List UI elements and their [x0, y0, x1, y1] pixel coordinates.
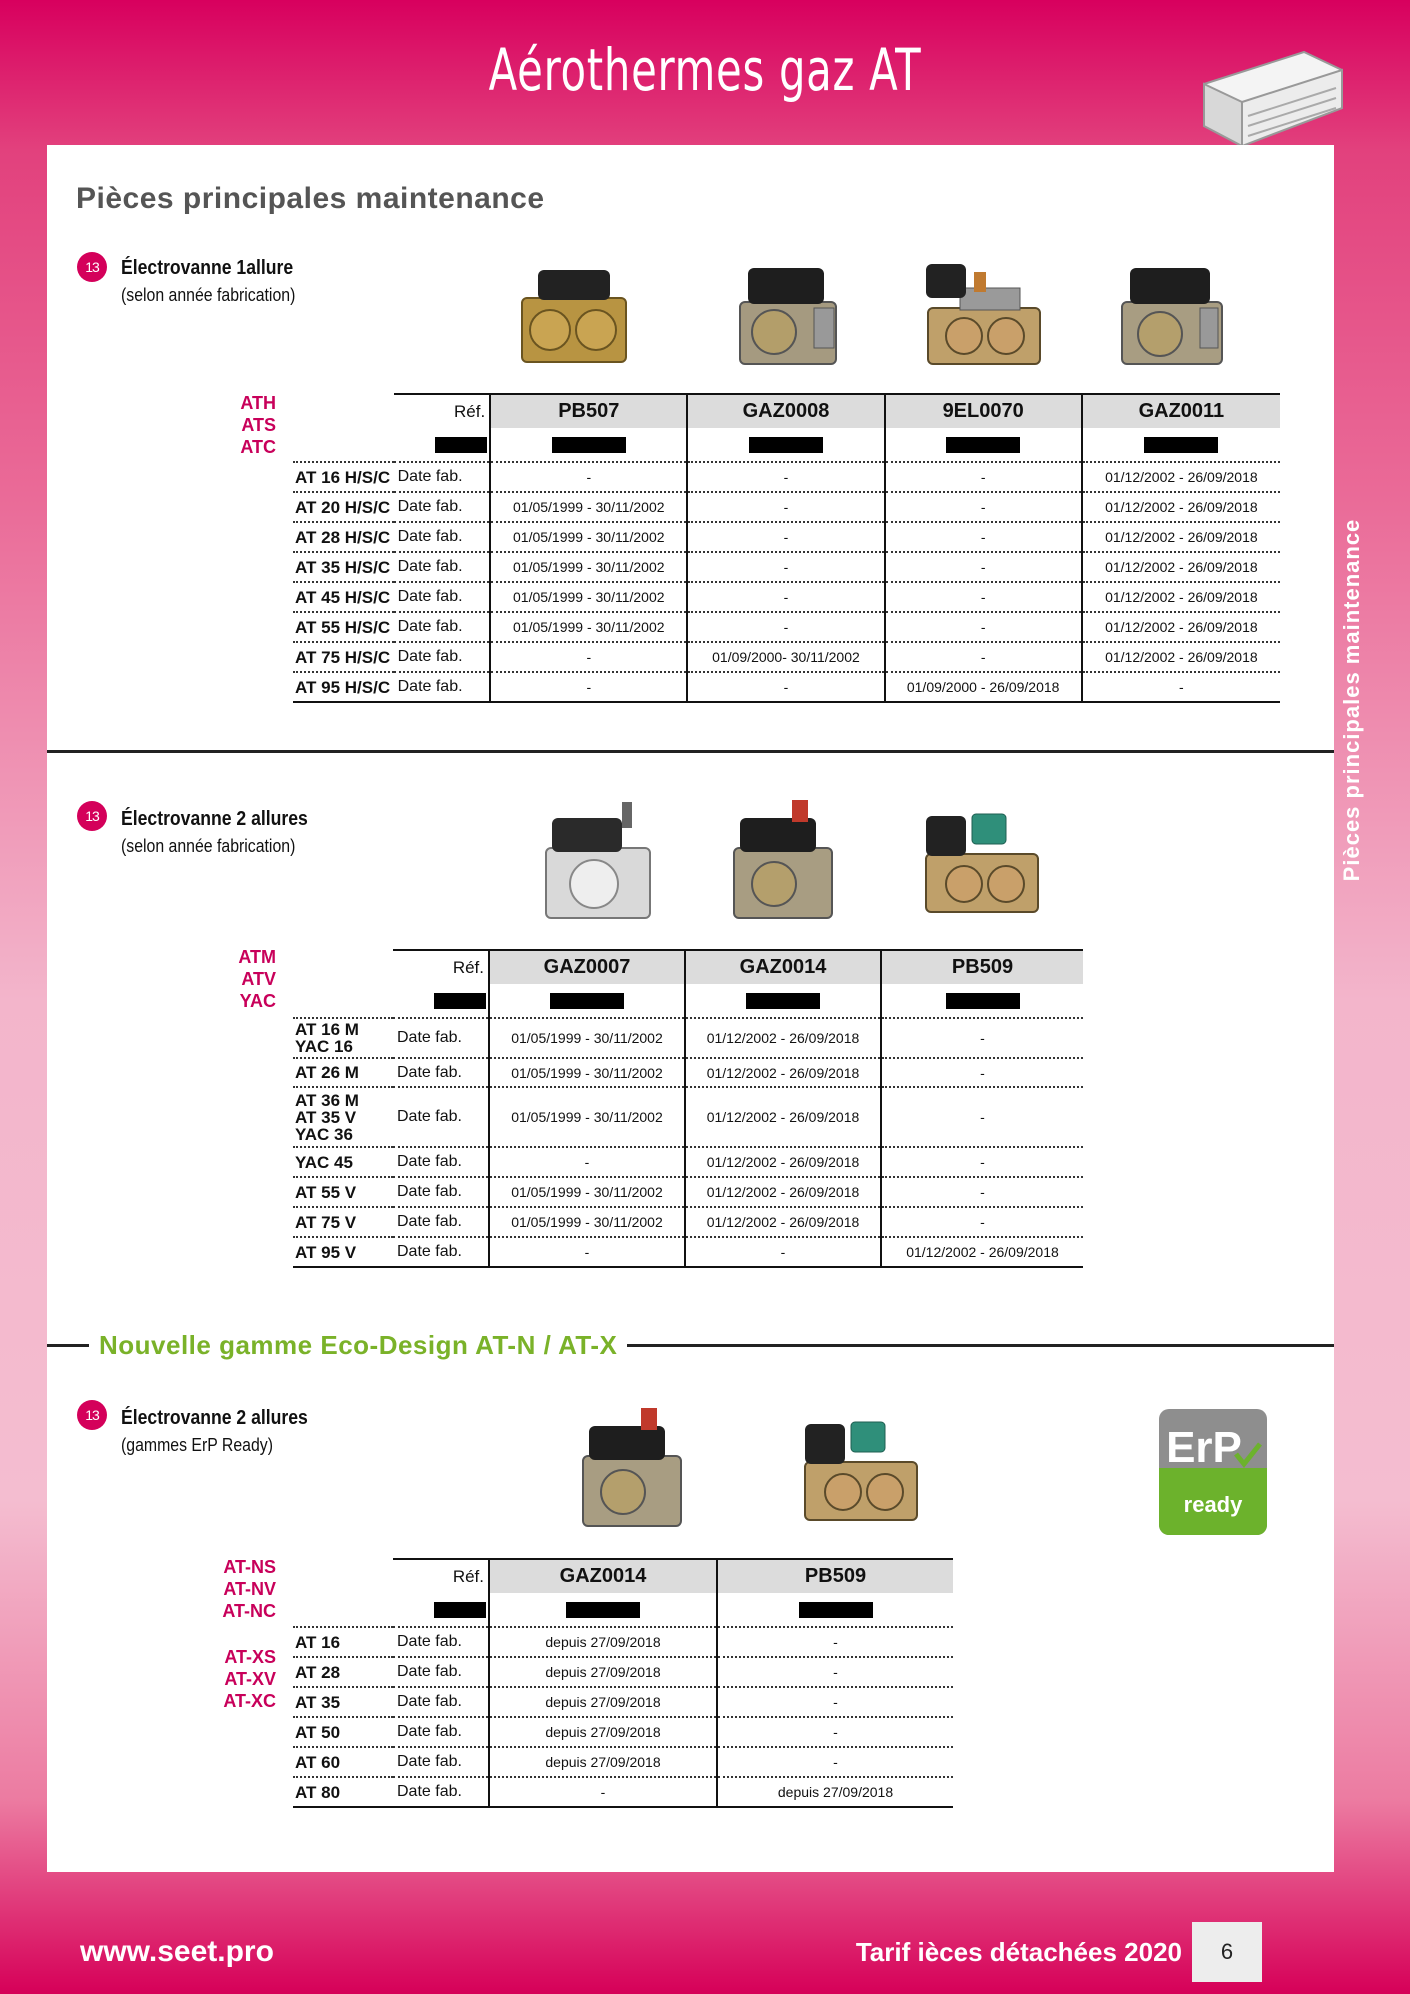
table-cell: 01/12/2002 - 26/09/2018 — [685, 1018, 881, 1058]
table-row — [293, 1177, 1083, 1207]
table-cell: 01/12/2002 - 26/09/2018 — [685, 1147, 881, 1177]
table-cell: - — [490, 642, 687, 672]
column-header: 9EL0070 — [885, 394, 1082, 428]
table-row — [293, 1018, 1083, 1058]
table-cell: - — [490, 672, 687, 702]
column-header: GAZ0014 — [489, 1559, 717, 1593]
ref-label: Réf. — [394, 394, 491, 428]
ref-table-2 — [293, 949, 1083, 1268]
model-code: AT-XC — [223, 1691, 276, 1711]
section-heading: Pièces principales maintenance — [76, 182, 545, 215]
redacted-code — [434, 1602, 486, 1618]
table-cell: 01/09/2000- 30/11/2002 — [687, 642, 884, 672]
table-row — [293, 612, 1280, 642]
row-label: Date fab. — [393, 1717, 489, 1747]
column-header: PB509 — [717, 1559, 953, 1593]
redacted-code — [435, 437, 487, 453]
model-code: AT-NV — [223, 1579, 276, 1599]
model-name: AT 75 V — [293, 1207, 393, 1237]
ref-label: Réf. — [393, 1559, 489, 1593]
table-cell: 01/05/1999 - 30/11/2002 — [489, 1207, 685, 1237]
ref-table-3 — [293, 1558, 953, 1808]
row-label: Date fab. — [393, 1627, 489, 1657]
valve-gaz0014-image — [576, 1404, 688, 1536]
table-cell: - — [881, 1018, 1083, 1058]
table-cell: - — [687, 552, 884, 582]
model-group — [196, 1556, 276, 1622]
column-header: GAZ0014 — [685, 950, 881, 984]
table-cell: - — [687, 612, 884, 642]
table-cell: - — [687, 522, 884, 552]
row-label: Date fab. — [394, 612, 491, 642]
table-cell: 01/05/1999 - 30/11/2002 — [490, 552, 687, 582]
table-cell: - — [687, 462, 884, 492]
redacted-code — [946, 437, 1020, 453]
model-name: YAC 45 — [293, 1147, 393, 1177]
table-cell: depuis 27/09/2018 — [489, 1657, 717, 1687]
table-cell: - — [881, 1177, 1083, 1207]
item-number-badge: 13 — [77, 1400, 107, 1430]
model-code: ATC — [240, 437, 276, 457]
row-label: Date fab. — [394, 582, 491, 612]
model-name: AT 75 H/S/C — [293, 642, 394, 672]
model-code: ATV — [241, 969, 276, 989]
item-subtitle: (selon année fabrication) — [121, 285, 296, 305]
heater-unit-image — [1196, 46, 1346, 156]
table-row — [293, 582, 1280, 612]
item-title: Électrovanne 2 allures — [121, 808, 308, 830]
table-row — [293, 1717, 953, 1747]
table-cell: - — [885, 552, 1082, 582]
footer-catalog-title: Tarif ièces détachées 2020 — [855, 1937, 1182, 1967]
model-name: AT 50 — [293, 1717, 393, 1747]
row-label: Date fab. — [393, 1177, 489, 1207]
table-cell: 01/05/1999 - 30/11/2002 — [489, 1177, 685, 1207]
table-cell: 01/12/2002 - 26/09/2018 — [881, 1237, 1083, 1267]
table-cell: 01/12/2002 - 26/09/2018 — [685, 1058, 881, 1087]
table-cell: - — [885, 642, 1082, 672]
table-cell: - — [489, 1237, 685, 1267]
model-code: AT-NS — [223, 1557, 276, 1577]
erp-ready-text: ready — [1183, 1492, 1243, 1517]
table-cell: 01/05/1999 - 30/11/2002 — [489, 1018, 685, 1058]
redacted-code — [1144, 437, 1218, 453]
model-code: YAC — [239, 991, 276, 1011]
model-name: AT 55 H/S/C — [293, 612, 394, 642]
model-name: AT 80 — [293, 1777, 393, 1807]
model-name: AT 26 M — [293, 1058, 393, 1087]
table-cell: - — [885, 522, 1082, 552]
row-label: Date fab. — [393, 1018, 489, 1058]
table-cell: - — [885, 492, 1082, 522]
redacted-code — [566, 1602, 640, 1618]
page-number: 6 — [1192, 1922, 1262, 1982]
redacted-code — [946, 993, 1020, 1009]
column-header: PB509 — [881, 950, 1083, 984]
table-row — [293, 1777, 953, 1807]
table-cell: 01/05/1999 - 30/11/2002 — [489, 1087, 685, 1147]
row-label: Date fab. — [393, 1777, 489, 1807]
table-cell: depuis 27/09/2018 — [489, 1627, 717, 1657]
model-name: AT 16 M YAC 16 — [293, 1018, 393, 1058]
model-name: AT 16 — [293, 1627, 393, 1657]
valve-pb509-image — [918, 796, 1046, 926]
redacted-code — [434, 993, 486, 1009]
table-row — [293, 462, 1280, 492]
column-header: PB507 — [490, 394, 687, 428]
row-label: Date fab. — [394, 492, 491, 522]
redacted-code — [799, 1602, 873, 1618]
table-row — [293, 552, 1280, 582]
table-cell: 01/12/2002 - 26/09/2018 — [685, 1207, 881, 1237]
table-cell: - — [881, 1147, 1083, 1177]
row-label: Date fab. — [393, 1747, 489, 1777]
valve-gaz0007-image — [538, 798, 658, 930]
valve-9el0070-image — [920, 258, 1048, 376]
table-cell: 01/05/1999 - 30/11/2002 — [490, 612, 687, 642]
table-cell: depuis 27/09/2018 — [489, 1687, 717, 1717]
table-row — [293, 1087, 1083, 1147]
table-cell: - — [717, 1687, 953, 1717]
table-cell: depuis 27/09/2018 — [489, 1717, 717, 1747]
model-code: ATS — [241, 415, 276, 435]
eco-design-divider — [47, 1330, 1334, 1360]
table-cell: - — [687, 582, 884, 612]
row-label: Date fab. — [394, 672, 491, 702]
model-name: AT 16 H/S/C — [293, 462, 394, 492]
table-row — [293, 1627, 953, 1657]
table-cell: - — [717, 1747, 953, 1777]
table-cell: - — [687, 492, 884, 522]
table-cell: - — [489, 1777, 717, 1807]
table-cell: - — [885, 612, 1082, 642]
row-label: Date fab. — [393, 1147, 489, 1177]
redacted-code — [746, 993, 820, 1009]
erp-ready-badge — [1158, 1408, 1268, 1536]
table-cell: depuis 27/09/2018 — [717, 1777, 953, 1807]
table-cell: 01/05/1999 - 30/11/2002 — [490, 522, 687, 552]
table-cell: 01/12/2002 - 26/09/2018 — [1082, 552, 1280, 582]
model-name: AT 28 — [293, 1657, 393, 1687]
model-code: ATM — [238, 947, 276, 967]
valve-pb507-image — [518, 262, 630, 370]
item-title: Électrovanne 2 allures — [121, 1407, 308, 1429]
model-group — [196, 1646, 276, 1712]
table-row — [293, 492, 1280, 522]
row-label: Date fab. — [393, 1087, 489, 1147]
redacted-code — [552, 437, 626, 453]
row-label: Date fab. — [393, 1657, 489, 1687]
model-name: AT 95 H/S/C — [293, 672, 394, 702]
model-name: AT 28 H/S/C — [293, 522, 394, 552]
table-cell: - — [885, 462, 1082, 492]
valve-gaz0011-image — [1116, 260, 1228, 372]
table-cell: 01/05/1999 - 30/11/2002 — [489, 1058, 685, 1087]
item-subtitle: (gammes ErP Ready) — [121, 1435, 274, 1455]
model-name: AT 95 V — [293, 1237, 393, 1267]
section-divider — [47, 750, 1334, 753]
table-row — [293, 1687, 953, 1717]
side-label: Pièces principales maintenance — [1339, 518, 1364, 882]
table-cell: - — [717, 1717, 953, 1747]
table-cell: 01/09/2000 - 26/09/2018 — [885, 672, 1082, 702]
table-cell: 01/12/2002 - 26/09/2018 — [685, 1177, 881, 1207]
model-name: AT 20 H/S/C — [293, 492, 394, 522]
table-cell: - — [687, 672, 884, 702]
table-cell: 01/05/1999 - 30/11/2002 — [490, 582, 687, 612]
valve-pb509-image — [796, 1404, 926, 1534]
table-cell: 01/12/2002 - 26/09/2018 — [1082, 582, 1280, 612]
table-row — [293, 1747, 953, 1777]
table-cell: - — [717, 1627, 953, 1657]
erp-text: ErP — [1166, 1423, 1242, 1472]
item-number-badge: 13 — [77, 801, 107, 831]
column-header: GAZ0007 — [489, 950, 685, 984]
model-code: AT-XV — [224, 1669, 276, 1689]
row-label: Date fab. — [393, 1237, 489, 1267]
table-cell: 01/05/1999 - 30/11/2002 — [490, 492, 687, 522]
model-code: AT-NC — [222, 1601, 276, 1621]
table-row — [293, 522, 1280, 552]
header-title: Aérothermes gaz AT — [488, 36, 922, 104]
table-cell: 01/12/2002 - 26/09/2018 — [1082, 612, 1280, 642]
ref-label: Réf. — [393, 950, 489, 984]
table-row — [293, 1147, 1083, 1177]
item-subtitle: (selon année fabrication) — [121, 836, 296, 856]
table-row — [293, 642, 1280, 672]
model-name: AT 36 M AT 35 V YAC 36 — [293, 1087, 393, 1147]
valve-gaz0008-image — [734, 260, 842, 372]
model-name: AT 35 H/S/C — [293, 552, 394, 582]
model-code: ATH — [240, 393, 276, 413]
column-header: GAZ0008 — [687, 394, 884, 428]
table-cell: 01/12/2002 - 26/09/2018 — [685, 1087, 881, 1147]
table-cell: 01/12/2002 - 26/09/2018 — [1082, 492, 1280, 522]
row-label: Date fab. — [393, 1687, 489, 1717]
eco-design-title: Nouvelle gamme Eco-Design AT-N / AT-X — [89, 1330, 627, 1361]
item-title: Électrovanne 1allure — [121, 257, 294, 279]
table-cell: - — [1082, 672, 1280, 702]
table-row — [293, 672, 1280, 702]
table-row — [293, 1237, 1083, 1267]
table-cell: - — [717, 1657, 953, 1687]
row-label: Date fab. — [394, 552, 491, 582]
row-label: Date fab. — [393, 1207, 489, 1237]
footer-url[interactable]: www.seet.pro — [80, 1935, 274, 1968]
table-cell: - — [885, 582, 1082, 612]
model-group — [196, 946, 276, 1012]
table-row — [293, 1207, 1083, 1237]
valve-gaz0014-image — [728, 796, 838, 928]
column-header: GAZ0011 — [1082, 394, 1280, 428]
table-cell: 01/12/2002 - 26/09/2018 — [1082, 462, 1280, 492]
item-number-badge: 13 — [77, 252, 107, 282]
model-name: AT 45 H/S/C — [293, 582, 394, 612]
table-cell: depuis 27/09/2018 — [489, 1747, 717, 1777]
model-group — [196, 392, 276, 458]
model-code: AT-XS — [224, 1647, 276, 1667]
table-row — [293, 1058, 1083, 1087]
redacted-code — [550, 993, 624, 1009]
row-label: Date fab. — [393, 1058, 489, 1087]
model-name: AT 35 — [293, 1687, 393, 1717]
model-name: AT 60 — [293, 1747, 393, 1777]
table-cell: - — [685, 1237, 881, 1267]
table-row — [293, 1657, 953, 1687]
redacted-code — [749, 437, 823, 453]
table-cell: 01/12/2002 - 26/09/2018 — [1082, 642, 1280, 672]
ref-table-1 — [293, 393, 1280, 703]
model-name: AT 55 V — [293, 1177, 393, 1207]
table-cell: - — [881, 1058, 1083, 1087]
row-label: Date fab. — [394, 522, 491, 552]
row-label: Date fab. — [394, 462, 491, 492]
table-cell: - — [881, 1207, 1083, 1237]
row-label: Date fab. — [394, 642, 491, 672]
table-cell: - — [881, 1087, 1083, 1147]
table-cell: - — [490, 462, 687, 492]
table-cell: - — [489, 1147, 685, 1177]
table-cell: 01/12/2002 - 26/09/2018 — [1082, 522, 1280, 552]
